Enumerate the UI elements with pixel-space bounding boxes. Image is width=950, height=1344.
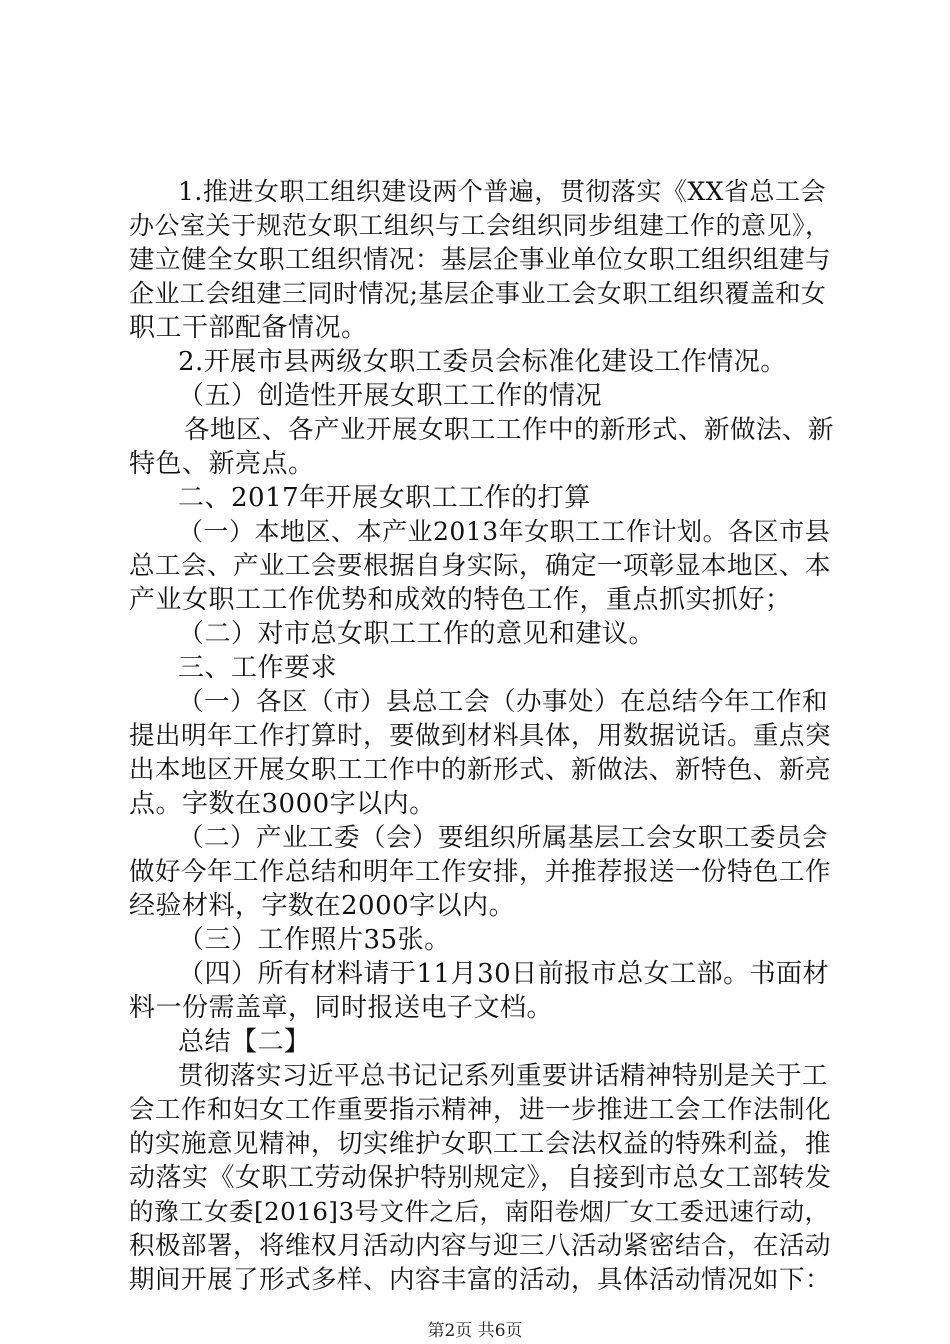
paragraph-line: 1.推进女职工组织建设两个普遍，贯彻落实《XX省总工会 xyxy=(178,177,826,206)
paragraph-line: 各地区、各产业开展女职工工作中的新形式、新做法、新 xyxy=(184,415,835,445)
paragraph-line: （四）所有材料请于11月30日前报市总女工部。书面材 xyxy=(178,959,830,989)
paragraph-line: 经验材料，字数在2000字以内。 xyxy=(129,891,516,921)
page-number-footer: 第2页 共6页 xyxy=(427,1321,523,1341)
paragraph-line: 提出明年工作打算时，要做到材料具体，用数据说话。重点突 xyxy=(129,721,832,751)
section-heading: （五）创造性开展女职工工作的情况 xyxy=(178,381,603,411)
paragraph-line: （一）各区（市）县总工会（办事处）在总结今年工作和 xyxy=(178,687,829,717)
paragraph-line: 点。字数在3000字以内。 xyxy=(129,789,436,819)
paragraph-line: 会工作和妇女工作重要指示精神，进一步推进工会工作法制化 xyxy=(129,1095,832,1125)
paragraph-line: 职工干部配备情况。 xyxy=(129,313,368,343)
paragraph-line: 特色、新亮点。 xyxy=(129,449,315,479)
paragraph-line: 出本地区开展女职工工作中的新形式、新做法、新特色、新亮 xyxy=(129,755,832,785)
section-heading: 三、工作要求 xyxy=(178,653,338,683)
paragraph-line: 2.开展市县两级女职工委员会标准化建设工作情况。 xyxy=(178,347,787,377)
paragraph-line: 期间开展了形式多样、内容丰富的活动，具体活动情况如下： xyxy=(129,1265,832,1295)
paragraph-line: 积极部署，将维权月活动内容与迎三八活动紧密结合，在活动 xyxy=(129,1231,832,1261)
paragraph-line: 建立健全女职工组织情况：基层企事业单位女职工组织组建与 xyxy=(129,245,832,275)
paragraph-line: 的实施意见精神，切实维护女职工工会法权益的特殊利益，推 xyxy=(129,1129,832,1159)
paragraph-line: 动落实《女职工劳动保护特别规定》，自接到市总女工部转发 xyxy=(129,1163,832,1193)
paragraph-line: （三）工作照片35张。 xyxy=(178,925,451,955)
paragraph-line: 企业工会组建三同时情况;基层企事业工会女职工组织覆盖和女 xyxy=(129,279,827,308)
paragraph-line: 总工会、产业工会要根据自身实际，确定一项彰显本地区、本 xyxy=(129,551,832,581)
paragraph-line: 做好今年工作总结和明年工作安排，并推荐报送一份特色工作 xyxy=(129,857,832,887)
paragraph-line: 的豫工女委[2016]3号文件之后，南阳卷烟厂女工委迅速行动， xyxy=(129,1197,830,1226)
paragraph-line: （二）对市总女职工工作的意见和建议。 xyxy=(178,619,656,649)
paragraph-line: 贯彻落实习近平总书记记系列重要讲话精神特别是关于工 xyxy=(178,1061,829,1091)
section-heading: 二、2017年开展女职工工作的打算 xyxy=(178,483,591,513)
section-heading: 总结【二】 xyxy=(178,1027,311,1057)
paragraph-line: （二）产业工委（会）要组织所属基层工会女职工委员会 xyxy=(178,823,829,853)
paragraph-line: （一）本地区、本产业2013年女职工工作计划。各区市县 xyxy=(178,517,831,546)
paragraph-line: 料一份需盖章，同时报送电子文档。 xyxy=(129,993,554,1023)
paragraph-line: 产业女职工工作优势和成效的特色工作，重点抓实抓好； xyxy=(129,585,792,615)
paragraph-line: 办公室关于规范女职工组织与工会组织同步组建工作的意见》， xyxy=(129,211,831,240)
